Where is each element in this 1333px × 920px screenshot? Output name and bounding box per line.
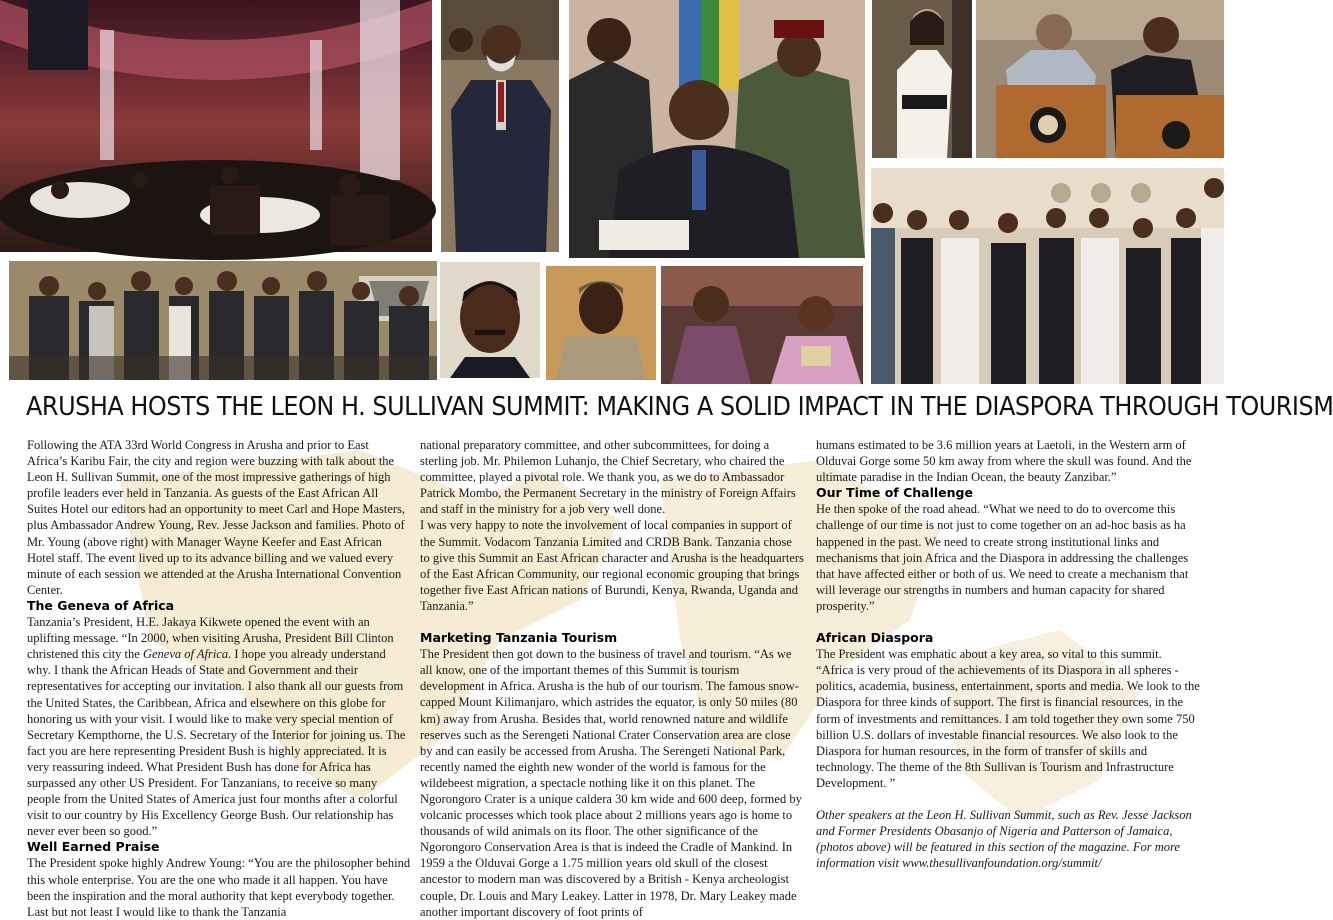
other-speakers-note: Other speakers at the Leon H. Sullivan Summit, such as Rev. Jesse Jackson and Former Presidents Obasanjo of Nigeria and Patterson of Jamaica, (photos above) will be featured in this section of the magazine. For more information visit www.thesullivanfoundation.org/summit/	[816, 807, 1192, 871]
geneva-text-b: . I hope you already understand why. I thank the African Heads of State and Government and their representatives for accepting our invitation. I also thank all our guests from the United States, the Caribbean, Africa and elsewhere on this globe for honoring us with your visit. I would like to make very special mention of Secretary Kempthorne, the U.S. Secretary of the Interior for joining us. The fact you are here representing President Bush is highly appreciated. It is very reassuring indeed. What President Bush has done for Africa has surpassed any other US President. For Tanzanians, to receive so many people from the United States of America just four months after a colorful visit to our country by His Excellency George Bush. Our relationship has never ever been so good.”	[27, 647, 406, 839]
article-headline: ARUSHA HOSTS THE LEON H. SULLIVAN SUMMIT: MAKING A SOLID IMPACT IN THE DIASPORA THROUGH TOURISM	[26, 392, 1333, 422]
geneva-paragraph	[27, 614, 411, 839]
section-heading-geneva: The Geneva of Africa	[27, 597, 175, 613]
group-photo	[9, 261, 437, 380]
intro-paragraph: Following the ATA 33rd World Congress in Arusha and prior to East Africa’s Karibu Fair, the city and region were buzzing with talk about the Leon H. Sullivan Summit, one of the most impressive gatherings of high profile leaders ever held in Tanzania. As guests of the East African All Suites Hotel our editors had an opportunity to meet Carl and Hope Masters, plus Ambassador Andrew Young, Rev. Jesse Jackson and families. Photo of Mr. Young (above right) with Manager Wayne Keefer and East African Hotel staff. The event lived up to its advance billing and we valued every minute of each session we attended at the Arusha International Convention Center.	[27, 438, 406, 597]
geneva-italic-phrase: Geneva of Africa	[142, 647, 229, 662]
section-heading-diaspora: African Diaspora	[816, 630, 934, 646]
geneva-text-a: Tanzania’s President, H.E. Jakaya Kikwete opened the event with an uplifting message. “In 2000, when visiting Arusha, President Bill Clinton christened this city the	[27, 615, 394, 662]
article-column-2	[420, 437, 804, 919]
ambassador-young-photo	[441, 0, 559, 252]
tourism-paragraph: The President then got down to the business of travel and tourism. “As we all know, one of the important themes of this Summit is tourism development in Africa. Arusha is the hub of our tourism. The famous snow-capped Mount Kilimanjaro, which astrides the equator, is only 50 miles (80 km) away from Arusha. Besides that, world renowned nature and wildlife reserves such as the Serengeti National Crater Conservation area are close by and can easily be accessed from Arusha. The Serengeti National Park, recently named the eighth new wonder of the world is famous for the wildebeest migration, a spectacle nothing like it on this planet. The Ngorongoro Crater is a unique caldera 30 km wide and 600 deep, formed by volcanic processes which took place about 2 millions years ago is home to thousands of wild animals on its floor. The other significance of the Ngorongoro Conservation Area is that is indeed the Cradle of Mankind. In 1959 a the Olduvai Gorge a 1.75 million years old skull of the closest ancestor to modern man was discovered by a British - Kenya archeologist couple, Dr. Louis and Mary Leakey. Latter in 1978, Dr. Mary Leakey made another important discovery of foot prints of	[420, 647, 802, 919]
article-column-1	[27, 437, 411, 919]
committee-paragraph: national preparatory committee, and other subcommittees, for doing a sterling job. Mr. Philemon Luhanjo, the Chief Secretary, who chaired the committee, played a pivotal role. We thank you, as we do to Ambassador Patrick Mombo, the Permanent Secretary in the ministry of Foreign Affairs and staff in the ministry for a job very well done.	[420, 438, 796, 517]
woman-white-dress-photo	[872, 0, 972, 158]
article-column-3	[816, 437, 1200, 907]
obasanjo-portrait	[546, 266, 656, 380]
challenge-paragraph: He then spoke of the road ahead. “What we need to do to overcome this challenge of our time is not just to come together on an ad-hoc basis as ha happened in the past. We need to create strong institutional links and mechanisms that join Africa and the Diaspora in addressing the challenges that have affected either or both of us. We need to create a mechanism that will leverage our strengths in numbers and human capacity for shared prosperity.”	[816, 502, 1189, 613]
praise-paragraph: The President spoke highly Andrew Young: “You are the philosopher behind this whole enterprise. You are the one who made it all happen. You have been the inspiration and the moral authority that kept everybody together. Last but not least I would like to thank the Tanzania	[27, 856, 411, 919]
banquet-hall-photo	[0, 0, 432, 252]
section-heading-challenge: Our Time of Challenge	[816, 485, 973, 501]
speakers-podium-photo	[976, 0, 1224, 158]
jesse-jackson-portrait	[440, 262, 540, 378]
women-guests-photo	[661, 266, 863, 384]
section-heading-tourism: Marketing Tanzania Tourism	[420, 630, 618, 646]
laetoli-paragraph: humans estimated to be 3.6 million years at Laetoli, in the Western arm of Olduvai Gorge some 50 km away from where the skull was found. And the ultimate paradise in the Indian Ocean, the beauty Zanzibar.”	[816, 438, 1192, 485]
president-kikwete-photo	[569, 0, 865, 258]
companies-paragraph: I was very happy to note the involvement of local companies in support of the Summit. Vodacom Tanzania Limited and CRDB Bank. Tanzania chose to give this Summit an East African character and Arusha is the headquarters of the East African Community, our regional economic grouping that brings together five East African nations of Burundi, Kenya, Rwanda, Uganda and Tanzania.”	[420, 518, 804, 613]
section-heading-praise: Well Earned Praise	[27, 839, 160, 855]
reception-group-photo	[871, 168, 1224, 384]
diaspora-paragraph: The President was emphatic about a key area, so vital to this summit. “Africa is very proud of the achievements of its Diaspora in all spheres - politics, academia, business, entertainment, sports and media. We look to the Diaspora for three kinds of support. The first is financial resources, in the form of investments and remittances. I am told together they own some 750 billion U.S. dollars of investable financial resources. We also look to the Diaspora for human resources, in the form of transfer of skills and technology. The theme of the 8th Sullivan is Tourism and Infrastructure Development. ”	[816, 647, 1200, 790]
